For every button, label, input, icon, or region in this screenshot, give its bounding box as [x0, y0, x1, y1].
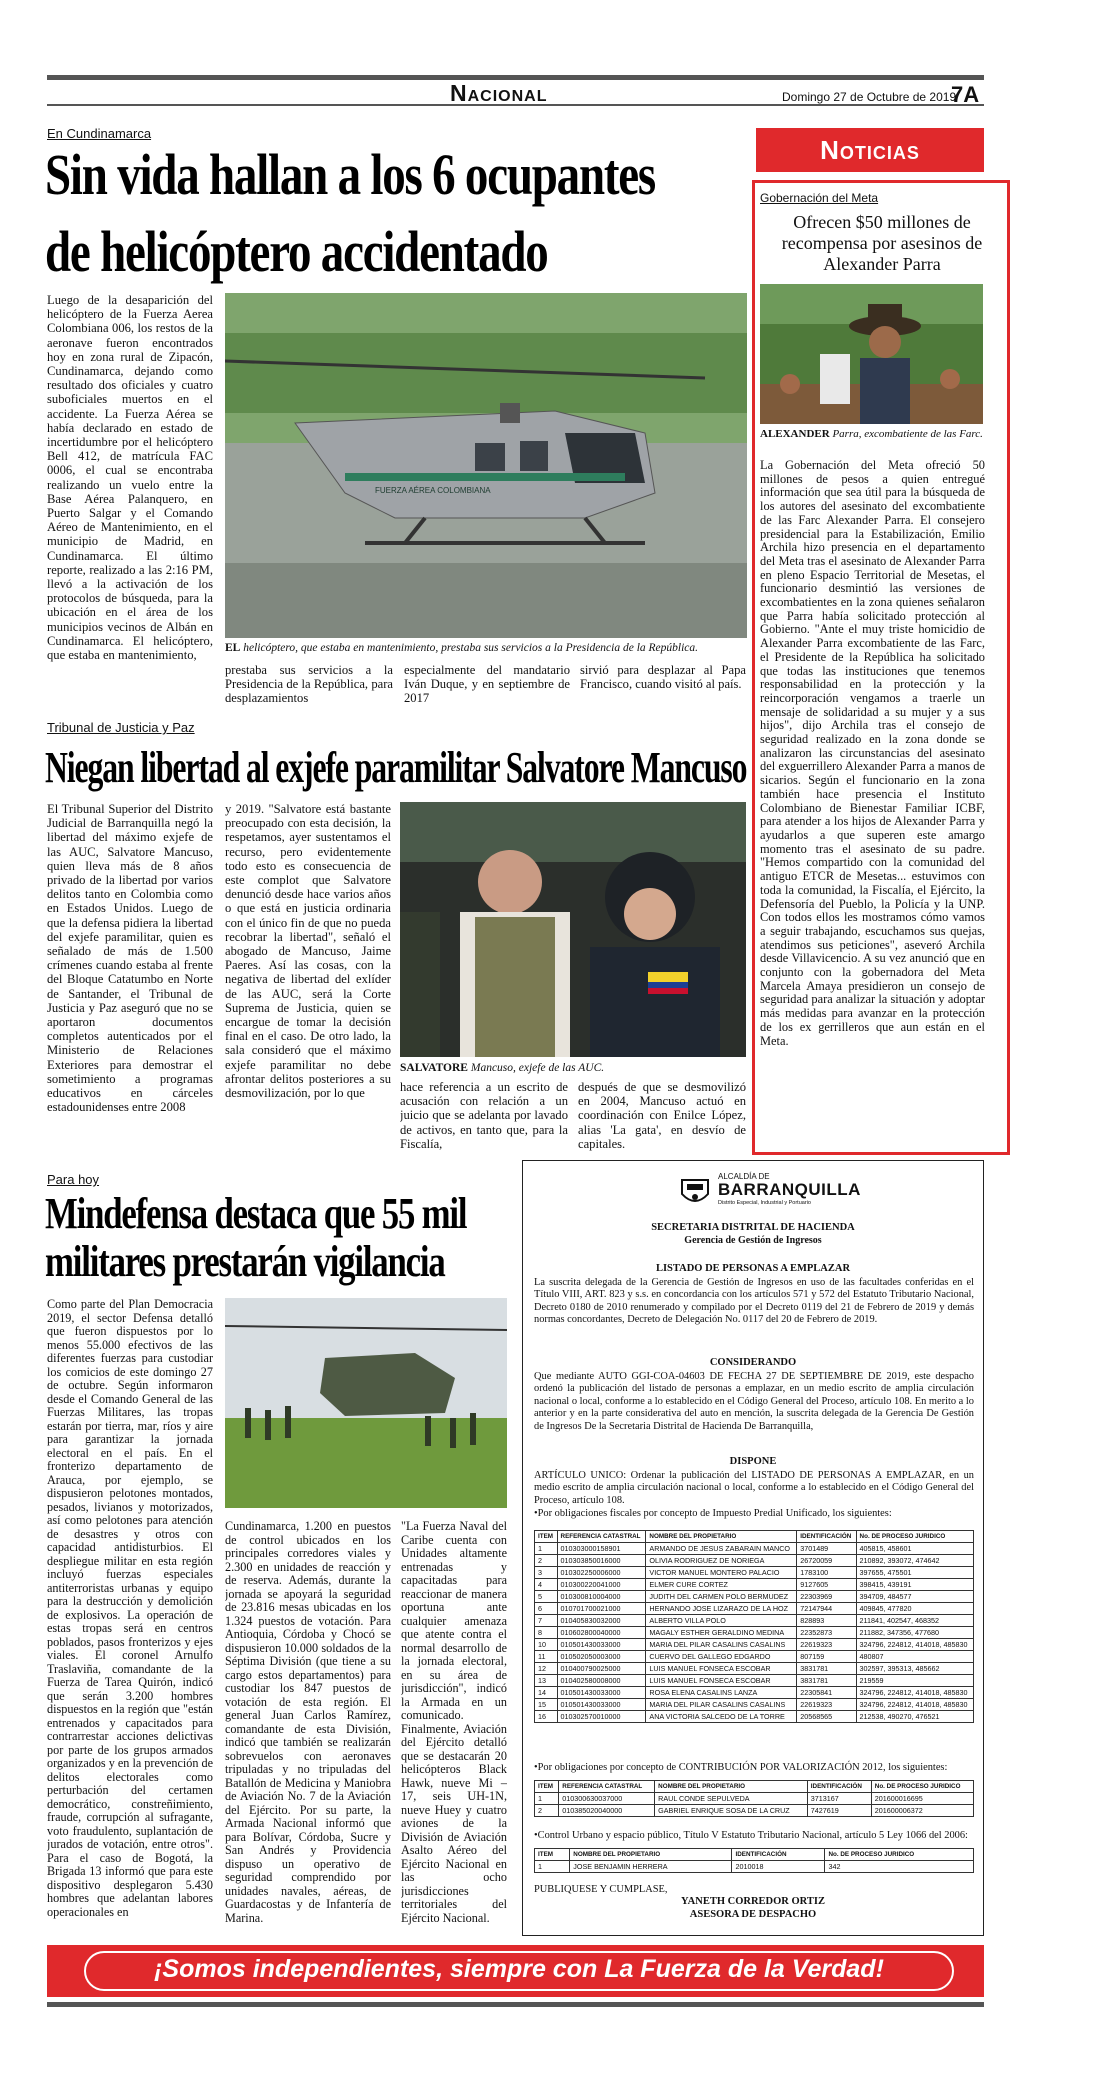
table-cell: 302597, 395313, 485662: [856, 1663, 973, 1675]
story1-photo-caption: [225, 642, 747, 655]
bottom-rule: [47, 2002, 984, 2007]
story3-headline-line2: militares prestarán vigilancia: [45, 1237, 445, 1286]
table-cell: 010303000158901: [557, 1543, 646, 1555]
sidebar-tag-label: Noticias: [820, 135, 920, 165]
story2-column-4: después de que se desmovilizó en 2004, Mancuso actuó en coordinación con Enilce López, alias 'La gata', en desvío de capitales.: [578, 1080, 746, 1151]
table-cell: 15: [535, 1699, 558, 1711]
table-cell: 219559: [856, 1675, 973, 1687]
table-row: [535, 1861, 974, 1873]
control-urbano-table-header: [535, 1849, 974, 1861]
table-cell: 2: [535, 1805, 559, 1817]
table-cell: 10: [535, 1639, 558, 1651]
considerando-text: Que mediante AUTO GGI-COA-04603 DE FECHA 27 DE SEPTIEMBRE DE 2019, este despacho ordenó la publicación del listado de personas a emplazar, en un medio escrito de amplia circulación nacional o local, conforme a lo establecido en el Código General del Proceso, artículo 108. En merito a lo anterior y en la parte considerativa del auto en mención, la suscrita delegada de la Gerencia De Gestión de Ingresos De la Secretaria Distrital de Hacienda De Barranquilla,: [534, 1371, 974, 1432]
table-cell: 409845, 477820: [856, 1603, 973, 1615]
table-row: [535, 1579, 974, 1591]
sidebar-caption-text: Parra, excombatiente de las Farc.: [829, 428, 983, 440]
story1-headline-line1: Sin vida hallan a los 6 ocupantes: [45, 142, 655, 207]
story1-column-4: sirvió para desplazar al Papa Francisco, cuando visitó al país.: [580, 663, 746, 692]
col-header-id: IDENTIFICACIÓN: [732, 1849, 825, 1861]
table-cell: 010385020040000: [559, 1805, 655, 1817]
table-row: [535, 1543, 974, 1555]
table-cell: 20568565: [797, 1711, 856, 1723]
dispone-text: ARTÍCULO UNICO: Ordenar la publicación del LISTADO DE PERSONAS A EMPLAZAR, en un medio escrito de amplia circulación nacional o local, conforme a lo establecido en el Código General del Proceso, artículo 108.: [534, 1470, 974, 1506]
city-crest-icon: [678, 1174, 712, 1208]
story3-column-2: Cundinamarca, 1.200 en puestos de control ubicados en los principales corredores viales y 2.300 en unidades de reacción y de reserva. Además, durante la jornada se apoyará la seguridad de 23.816 mesas ubicadas en los 1.324 puestos de votación. Para Antioquia, Córdoba y Chocó se dispusieron 10.000 soldados de la Séptima División (que tiene a su cargo estos departamentos) para custodiar los 847 puestos de votación de esta región. El general Juan Carlos Ramírez, comandante de esta División, indicó que también se realizarán sobrevuelos con aeronaves tripuladas y no tripuladas del Batallón de Medicina y Maniobra de Aviación No. 7 de la Aviación del Ejército. Por su parte, la Armada Nacional informó que para Bolívar, Córdoba, Sucre y San Andrés y Providencia dispuso un operativo de seguridad comprendido por unidades navales, aéreas, de Guardacostas y de Infantería de Marina.: [225, 1520, 391, 1925]
table-cell: 010405830032000: [557, 1615, 646, 1627]
story2-photo-caption: [400, 1062, 746, 1075]
table-cell: 010303850016000: [557, 1555, 646, 1567]
table-cell: ROSA ELENA CASALINS LANZA: [646, 1687, 797, 1699]
col-header-id: IDENTIFICACIÓN: [797, 1531, 856, 1543]
table-row: [535, 1615, 974, 1627]
table-cell: 010701700021000: [557, 1603, 646, 1615]
table-cell: 010300810004000: [557, 1591, 646, 1603]
story2-headline: Niegan libertad al exjefe paramilitar Salvatore Mancuso: [45, 743, 747, 792]
story2-kicker: Tribunal de Justicia y Paz: [47, 720, 195, 735]
story3-headline-line1: Mindefensa destaca que 55 mil: [45, 1189, 467, 1238]
table-cell: 480807: [856, 1651, 973, 1663]
sidebar-kicker: Gobernación del Meta: [760, 191, 879, 205]
story2-caption-lead: SALVATORE: [400, 1062, 468, 1074]
story2-column-3: hace referencia a un escrito de acusación con relación a un juicio que se adelanta por lavado de activos, en tanto que, para la Fiscalía,: [400, 1080, 568, 1151]
helicopter-livery-text: FUERZA AÉREA COLOMBIANA: [375, 486, 491, 495]
table-cell: 22305841: [797, 1687, 856, 1699]
predial-table-header: [535, 1531, 974, 1543]
table-cell: 201600006372: [871, 1805, 973, 1817]
table-cell: 342: [825, 1861, 974, 1873]
mancuso-photo: [400, 802, 746, 1057]
table-cell: CUERVO DEL GALLEGO EDGARDO: [646, 1651, 797, 1663]
table-cell: 1783100: [797, 1567, 856, 1579]
table-cell: GABRIEL ENRIQUE SOSA DE LA CRUZ: [655, 1805, 808, 1817]
table-cell: 3701489: [797, 1543, 856, 1555]
table-cell: MARIA DEL PILAR CASALINS CASALINS: [646, 1699, 797, 1711]
sidebar-body: La Gobernación del Meta ofreció 50 millones de pesos a quien entregué información que sea útil para la búsqueda de los autores del asesinato del excombatiente de las Farc Alexander Parra. El consejero presidencial para la Estabilización, Emilio Archila hizo presencia en el departamento del Meta tras el asesinato de Alexander Parra en pleno Espacio Territorial de Mesetas, el funcionario desmintió las versiones de excombatientes en la zona quienes señalaron que Parra había solicitado protección al Gobierno. "Ante el muy triste homicidio de Alexander Parra excombatiente de las Farc, el Presidente de la República ha solicitado que todas las instituciones que tenemos responsabilidad en la protección y la reincorporación vengamos a traerle un mensaje de solidaridad a su mujer y a sus hijos", dijo Archila tras el consejo de seguridad realizado en la zona donde se analizaron las circunstancias del asesinato del exguerrillero Alexander Parra a manos de sicarios. Según el funcionario en la zona también hace presencia el Instituto Colombiano de Bienestar Familiar ICBF, para atender a los hijos de Alexander Parra y ayudarlos a que superen este amargo momento tras el asesinato de su padre. "Hemos compartido con la comunidad del antiguo ETCR de Mesetas... estuvimos con toda la comunidad, la Fiscalía, el Ejército, la Defensoría del Pueblo, la Policía y la UNP. Con todos ellos les mostramos cómo vamos a seguir trabajando, escuchamos sus quejas, atendimos sus peticiones", aseveró Archila desde Villavicencio. A su vez anunció que en conjunto con la gobernadora del Meta Marcela Amaya presidieron un consejo de seguridad para analizar la situación y adoptar más medidas para avanzar en la protección de los ex gerrilleros que aun están en el Meta.: [760, 459, 985, 1048]
notice-signer: YANETH CORREDOR ORTIZ: [681, 1896, 825, 1907]
table-cell: 010300630037000: [559, 1793, 655, 1805]
table-cell: 210892, 393072, 474642: [856, 1555, 973, 1567]
table-cell: 11: [535, 1651, 558, 1663]
dispone-title: DISPONE: [729, 1456, 777, 1467]
table-cell: 324796, 224812, 414018, 485830: [856, 1687, 973, 1699]
table-cell: 1: [535, 1793, 559, 1805]
table-cell: JUDITH DEL CARMEN POLO BERMUDEZ: [646, 1591, 797, 1603]
table-row: [535, 1687, 974, 1699]
story1-kicker: En Cundinamarca: [47, 126, 152, 141]
story1-caption-text: helicóptero, que estaba en mantenimiento, prestaba sus servicios a la Presidencia de la República.: [240, 642, 699, 654]
parra-photo: [760, 284, 983, 424]
notice-title: LISTADO DE PERSONAS A EMPLAZAR: [655, 1263, 851, 1274]
story2-column-2: y 2019. "Salvatore está bastante preocupado con esta decisión, la respetamos, ayer sustentamos el recurso, pero evidentemente todo esto es consecuencia de este complot que Salvatore denunció desde hace varios años o que está en justicia ordinaria con el único fin de que no pueda recobrar la libertad", señaló el abogado de Mancuso, Jaime Paeres. Así las cosas, con la negativa de libertad del exlíder de las AUC, será la Corte Suprema de Justicia, quien se encargue de tomar la decisión final en el caso. De otro lado, la sala consideró que el máximo exjefe paramilitar no debe afrontar delitos posteriores a su desmovilización, por lo que: [225, 802, 391, 1101]
col-header-item: ITEM: [535, 1849, 570, 1861]
story1-caption-lead: EL: [225, 642, 241, 654]
table-cell: 4: [535, 1579, 558, 1591]
story1-column-1: Luego de la desaparición del helicóptero de la Fuerza Aerea Colombiana 006, los restos de la aeronave fueron encontrados hoy en zona rural de Zipacón, Cundinamarca, dejando como resultado dos oficiales y cuatro suboficiales muertos en el accidente. La Fuerza Aérea se había declarado en estado de incertidumbre por el helicóptero Bell 412, de matrícula FAC 0006, el cual se encontraba realizando un vuelo entre la Base Aérea Palanquero, en Puerto Salgar y el Comando Aéreo de Mantenimiento, en el municipio de Madrid, en Cundinamarca. El último reporte, realizado a las 2:16 PM, llevó a la activación de los protocolos de búsqueda, para la ubicación en el área de los municipios vecinos de Albán en Cundinamarca. El helicóptero, que estaba en mantenimiento,: [47, 293, 213, 663]
sidebar-photo-caption: [760, 428, 985, 440]
notice-signer-title: ASESORA DE DESPACHO: [689, 1909, 817, 1920]
col-header-process: No. DE PROCESO JURIDICO: [871, 1781, 973, 1793]
col-header-process: No. DE PROCESO JURIDICO: [856, 1531, 973, 1543]
table-cell: 7: [535, 1615, 558, 1627]
table-cell: 010402580008000: [557, 1675, 646, 1687]
table-cell: 010302570010000: [557, 1711, 646, 1723]
notice-closing: PUBLIQUESE Y CUMPLASE,: [534, 1884, 668, 1895]
logo-small-text: ALCALDÍA DE: [718, 1172, 770, 1181]
table-cell: RAUL CONDE SEPULVEDA: [655, 1793, 808, 1805]
table-cell: 3831781: [797, 1663, 856, 1675]
table-cell: 14: [535, 1687, 558, 1699]
col-header-owner: NOMBRE DEL PROPIETARIO: [646, 1531, 797, 1543]
story2-caption-text: Mancuso, exjefe de las AUC.: [467, 1062, 605, 1074]
military-illustration: [225, 1298, 507, 1508]
table-row: [535, 1639, 974, 1651]
section-name: Nacional: [450, 80, 548, 106]
table-cell: ALBERTO VILLA POLO: [646, 1615, 797, 1627]
table-cell: 010501430033000: [557, 1639, 646, 1651]
table-cell: 010501430033000: [557, 1687, 646, 1699]
table-cell: 324796, 224812, 414018, 485830: [856, 1699, 973, 1711]
table-cell: 010302250006000: [557, 1567, 646, 1579]
table-cell: MAGALY ESTHER GERALDINO MEDINA: [646, 1627, 797, 1639]
table-cell: 2: [535, 1555, 558, 1567]
table-cell: 010300220041000: [557, 1579, 646, 1591]
barranquilla-logo: [678, 1172, 868, 1212]
col-header-process: No. DE PROCESO JURIDICO: [825, 1849, 974, 1861]
table-cell: 1: [535, 1861, 570, 1873]
col-header-id: IDENTIFICACIÓN: [807, 1781, 871, 1793]
table-cell: LUIS MANUEL FONSECA ESCOBAR: [646, 1675, 797, 1687]
story1-column-2: prestaba sus servicios a la Presidencia de la República, para desplazamientos: [225, 663, 393, 706]
table-cell: 807159: [797, 1651, 856, 1663]
col-header-item: ITEM: [535, 1781, 559, 1793]
table-row: [535, 1567, 974, 1579]
table-row: [535, 1675, 974, 1687]
table-cell: 3831781: [797, 1675, 856, 1687]
table-cell: 22619323: [797, 1639, 856, 1651]
table-cell: 828893: [797, 1615, 856, 1627]
considerando-title: CONSIDERANDO: [709, 1357, 797, 1368]
story3-column-3: "La Fuerza Naval del Caribe cuenta con Unidades altamente entrenadas y capacitadas para reaccionar de manera oportuna ante cualquier amenaza que atente contra el normal desarrollo de la jornada electoral, en su área de jurisdicción", indicó la Armada en un comunicado. Finalmente, Aviación del Ejército detalló que se destacarán 20 helicópteros Black Hawk, nueve Mi – 17, seis UH-1N, nueve Huey y cuatro aviones de la División de Aviación Asalto Aéreo del Ejército Nacional en las ocho jurisdicciones territoriales del Ejército Nacional.: [401, 1520, 507, 1925]
sidebar-headline: Ofrecen $50 millones de recompensa por asesinos de Alexander Parra: [781, 212, 983, 274]
col-header-catastral: REFERENCIA CATASTRAL: [557, 1531, 646, 1543]
table-cell: LUIS MANUEL FONSECA ESCOBAR: [646, 1663, 797, 1675]
table-cell: 12: [535, 1663, 558, 1675]
table-cell: 22303969: [797, 1591, 856, 1603]
table-cell: 16: [535, 1711, 558, 1723]
valorizacion-section-label: •Por obligaciones por concepto de CONTRIBUCIÓN POR VALORIZACIÓN 2012, los siguientes:: [534, 1762, 948, 1773]
table-cell: 13: [535, 1675, 558, 1687]
story3-column-1: Como parte del Plan Democracia 2019, el sector Defensa detalló que fueron dispuestos por lo menos 55.000 efectivos de las diferentes fuerzas para custodiar los comicios de este domingo 27 de octubre. Según informaron desde el Comando General de las Fuerzas Militares, las tropas estarán por tierra, mar, ríos y aire para garantizar la jornada electoral en el país. En el fronterizo departamento de Arauca, por ejemplo, se dispusieron pelotones montados, pesados, livianos y motorizados, así como pelotones para atención de desastres y otros con capacidad antidisturbios. El despliegue militar en esta región incluyó fuerzas especiales antiterroristas urbanas y equipo para la destrucción y demolición de explosivos. La operación de estas tropas será en centros poblados, pasos fronterizos y ejes viales. El coronel Arnulfo Traslaviña, comandante de la Fuerza de Tarea Quirón, indicó que serán 3.200 hombres dispuestos en la región que "están entrenados y capacitados para contrarrestar acciones delictivas por parte de los grupos armados organizados y en la prevención de delitos electorales como perturbación del certamen democrático, constreñimiento, fraude, corrupción al sufragante, voto fraudulento, suplantación de jurados de votación, entre otros". Para el caso de Bogotá, la Brigada 13 informó que para este dispositivo desplegaron 5.430 hombres que adelantan labores operacionales en: [47, 1298, 213, 1919]
table-cell: HERNANDO JOSE LIZARAZO DE LA HOZ: [646, 1603, 797, 1615]
footer-banner-text: ¡Somos independientes, siempre con La Fuerza de la Verdad!: [154, 1955, 884, 1983]
notice-intro: La suscrita delegada de la Gerencia de Gestión de Ingresos en uso de las facultades conferidas en el Título VIII, ART. 823 y s.s. en concordancia con los artículos 571 y 572 del Estatuto Tributario Nacional, Decreto 0180 de 2010 renumerado y compilado por el Decreto 0119 del 21 de Febrero de 2019 y demás normas concordantes, Decreto de Delegación No. 0117 del 20 de Febrero de 2019.: [534, 1277, 974, 1326]
table-cell: 5: [535, 1591, 558, 1603]
control-urbano-table: [534, 1848, 974, 1873]
table-cell: MARIA DEL PILAR CASALINS CASALINS: [646, 1639, 797, 1651]
helicopter-photo: [225, 293, 747, 638]
notice-department: Gerencia de Gestión de Ingresos: [684, 1235, 822, 1246]
table-cell: ANA VICTORIA SALCEDO DE LA TORRE: [646, 1711, 797, 1723]
col-header-item: ITEM: [535, 1531, 558, 1543]
table-cell: 22352873: [797, 1627, 856, 1639]
table-cell: 72147944: [797, 1603, 856, 1615]
table-cell: 211882, 347356, 477680: [856, 1627, 973, 1639]
table-row: [535, 1793, 974, 1805]
table-cell: 201600016695: [871, 1793, 973, 1805]
notice-office: SECRETARIA DISTRITAL DE HACIENDA: [651, 1222, 855, 1233]
predial-section-label: •Por obligaciones fiscales por concepto de Impuesto Predial Unificado, los siguientes:: [534, 1508, 892, 1519]
valorizacion-table-header: [535, 1781, 974, 1793]
table-row: [535, 1651, 974, 1663]
control-urbano-section-label: •Control Urbano y espacio público, Título V Estatuto Tributario Nacional, artículo 5 Ley 1066 del 2006:: [534, 1830, 968, 1841]
table-cell: 9127605: [797, 1579, 856, 1591]
logo-big-text: BARRANQUILLA: [718, 1180, 861, 1199]
table-cell: 394709, 484577: [856, 1591, 973, 1603]
table-cell: VICTOR MANUEL MONTERO PALACIO: [646, 1567, 797, 1579]
helicopter-illustration: [225, 293, 747, 638]
table-row: [535, 1699, 974, 1711]
sidebar-caption-lead: ALEXANDER: [760, 428, 830, 440]
table-cell: 010501430033000: [557, 1699, 646, 1711]
table-cell: 7427619: [807, 1805, 871, 1817]
table-cell: 324796, 224812, 414018, 485830: [856, 1639, 973, 1651]
issue-date: Domingo 27 de Octubre de 2019: [782, 90, 957, 104]
table-cell: 398415, 439191: [856, 1579, 973, 1591]
story2-column-1: El Tribunal Superior del Distrito Judicial de Barranquilla negó la libertad del máximo exjefe de las AUC, Salvatore Mancuso, quien lleva más de 8 años privado de la libertad por varios delitos tanto en Colombia como en Estados Unidos. Luego de que la defensa pidiera la libertad del exjefe paramilitar, quien es señalado de más de 1.500 crímenes cuando estaba al frente del Bloque Catatumbo en Norte de Santander, el Tribunal de Justicia y Paz aseguró que no se aportaron documentos completos autenticados por el Ministerio de Relaciones Exteriores para demostrar el sometimiento a programas educativos en cárceles estadounidenses entre 2008: [47, 802, 213, 1115]
table-row: [535, 1591, 974, 1603]
page-number: 7A: [951, 82, 980, 107]
table-row: [535, 1555, 974, 1567]
table-row: [535, 1627, 974, 1639]
table-cell: ELMER CURE CORTEZ: [646, 1579, 797, 1591]
sidebar-tag: [756, 128, 984, 172]
table-cell: 26720059: [797, 1555, 856, 1567]
predial-table: [534, 1530, 974, 1723]
table-cell: JOSE BENJAMIN HERRERA: [570, 1861, 732, 1873]
table-cell: 22619323: [797, 1699, 856, 1711]
table-cell: OLIVIA RODRIGUEZ DE NORIEGA: [646, 1555, 797, 1567]
col-header-owner: NOMBRE DEL PROPIETARIO: [655, 1781, 808, 1793]
table-cell: 397655, 475501: [856, 1567, 973, 1579]
story3-kicker: Para hoy: [47, 1172, 100, 1187]
table-cell: 010400790025000: [557, 1663, 646, 1675]
table-row: [535, 1663, 974, 1675]
military-photo: [225, 1298, 507, 1508]
logo-sub-text: Distrito Especial, Industrial y Portuario: [718, 1200, 811, 1206]
parra-illustration: [760, 284, 983, 424]
table-cell: 010502050003000: [557, 1651, 646, 1663]
table-cell: 405815, 458601: [856, 1543, 973, 1555]
table-cell: 010602800040000: [557, 1627, 646, 1639]
table-cell: ARMANDO DE JESUS ZABARAIN MANCO: [646, 1543, 797, 1555]
table-cell: 1: [535, 1543, 558, 1555]
table-cell: 212538, 490270, 476521: [856, 1711, 973, 1723]
story1-headline-line2: de helicóptero accidentado: [45, 219, 548, 284]
story1-column-3: especialmente del mandatario Iván Duque, y en septiembre de 2017: [404, 663, 570, 706]
table-row: [535, 1711, 974, 1723]
mancuso-illustration: [400, 802, 746, 1057]
table-cell: 211841, 402547, 468352: [856, 1615, 973, 1627]
valorizacion-table: [534, 1780, 974, 1817]
table-cell: 3713167: [807, 1793, 871, 1805]
col-header-catastral: REFERENCIA CATASTRAL: [559, 1781, 655, 1793]
table-cell: 6: [535, 1603, 558, 1615]
table-row: [535, 1805, 974, 1817]
table-cell: 2010018: [732, 1861, 825, 1873]
col-header-owner: NOMBRE DEL PROPIETARIO: [570, 1849, 732, 1861]
table-cell: 8: [535, 1627, 558, 1639]
table-row: [535, 1603, 974, 1615]
table-cell: 3: [535, 1567, 558, 1579]
